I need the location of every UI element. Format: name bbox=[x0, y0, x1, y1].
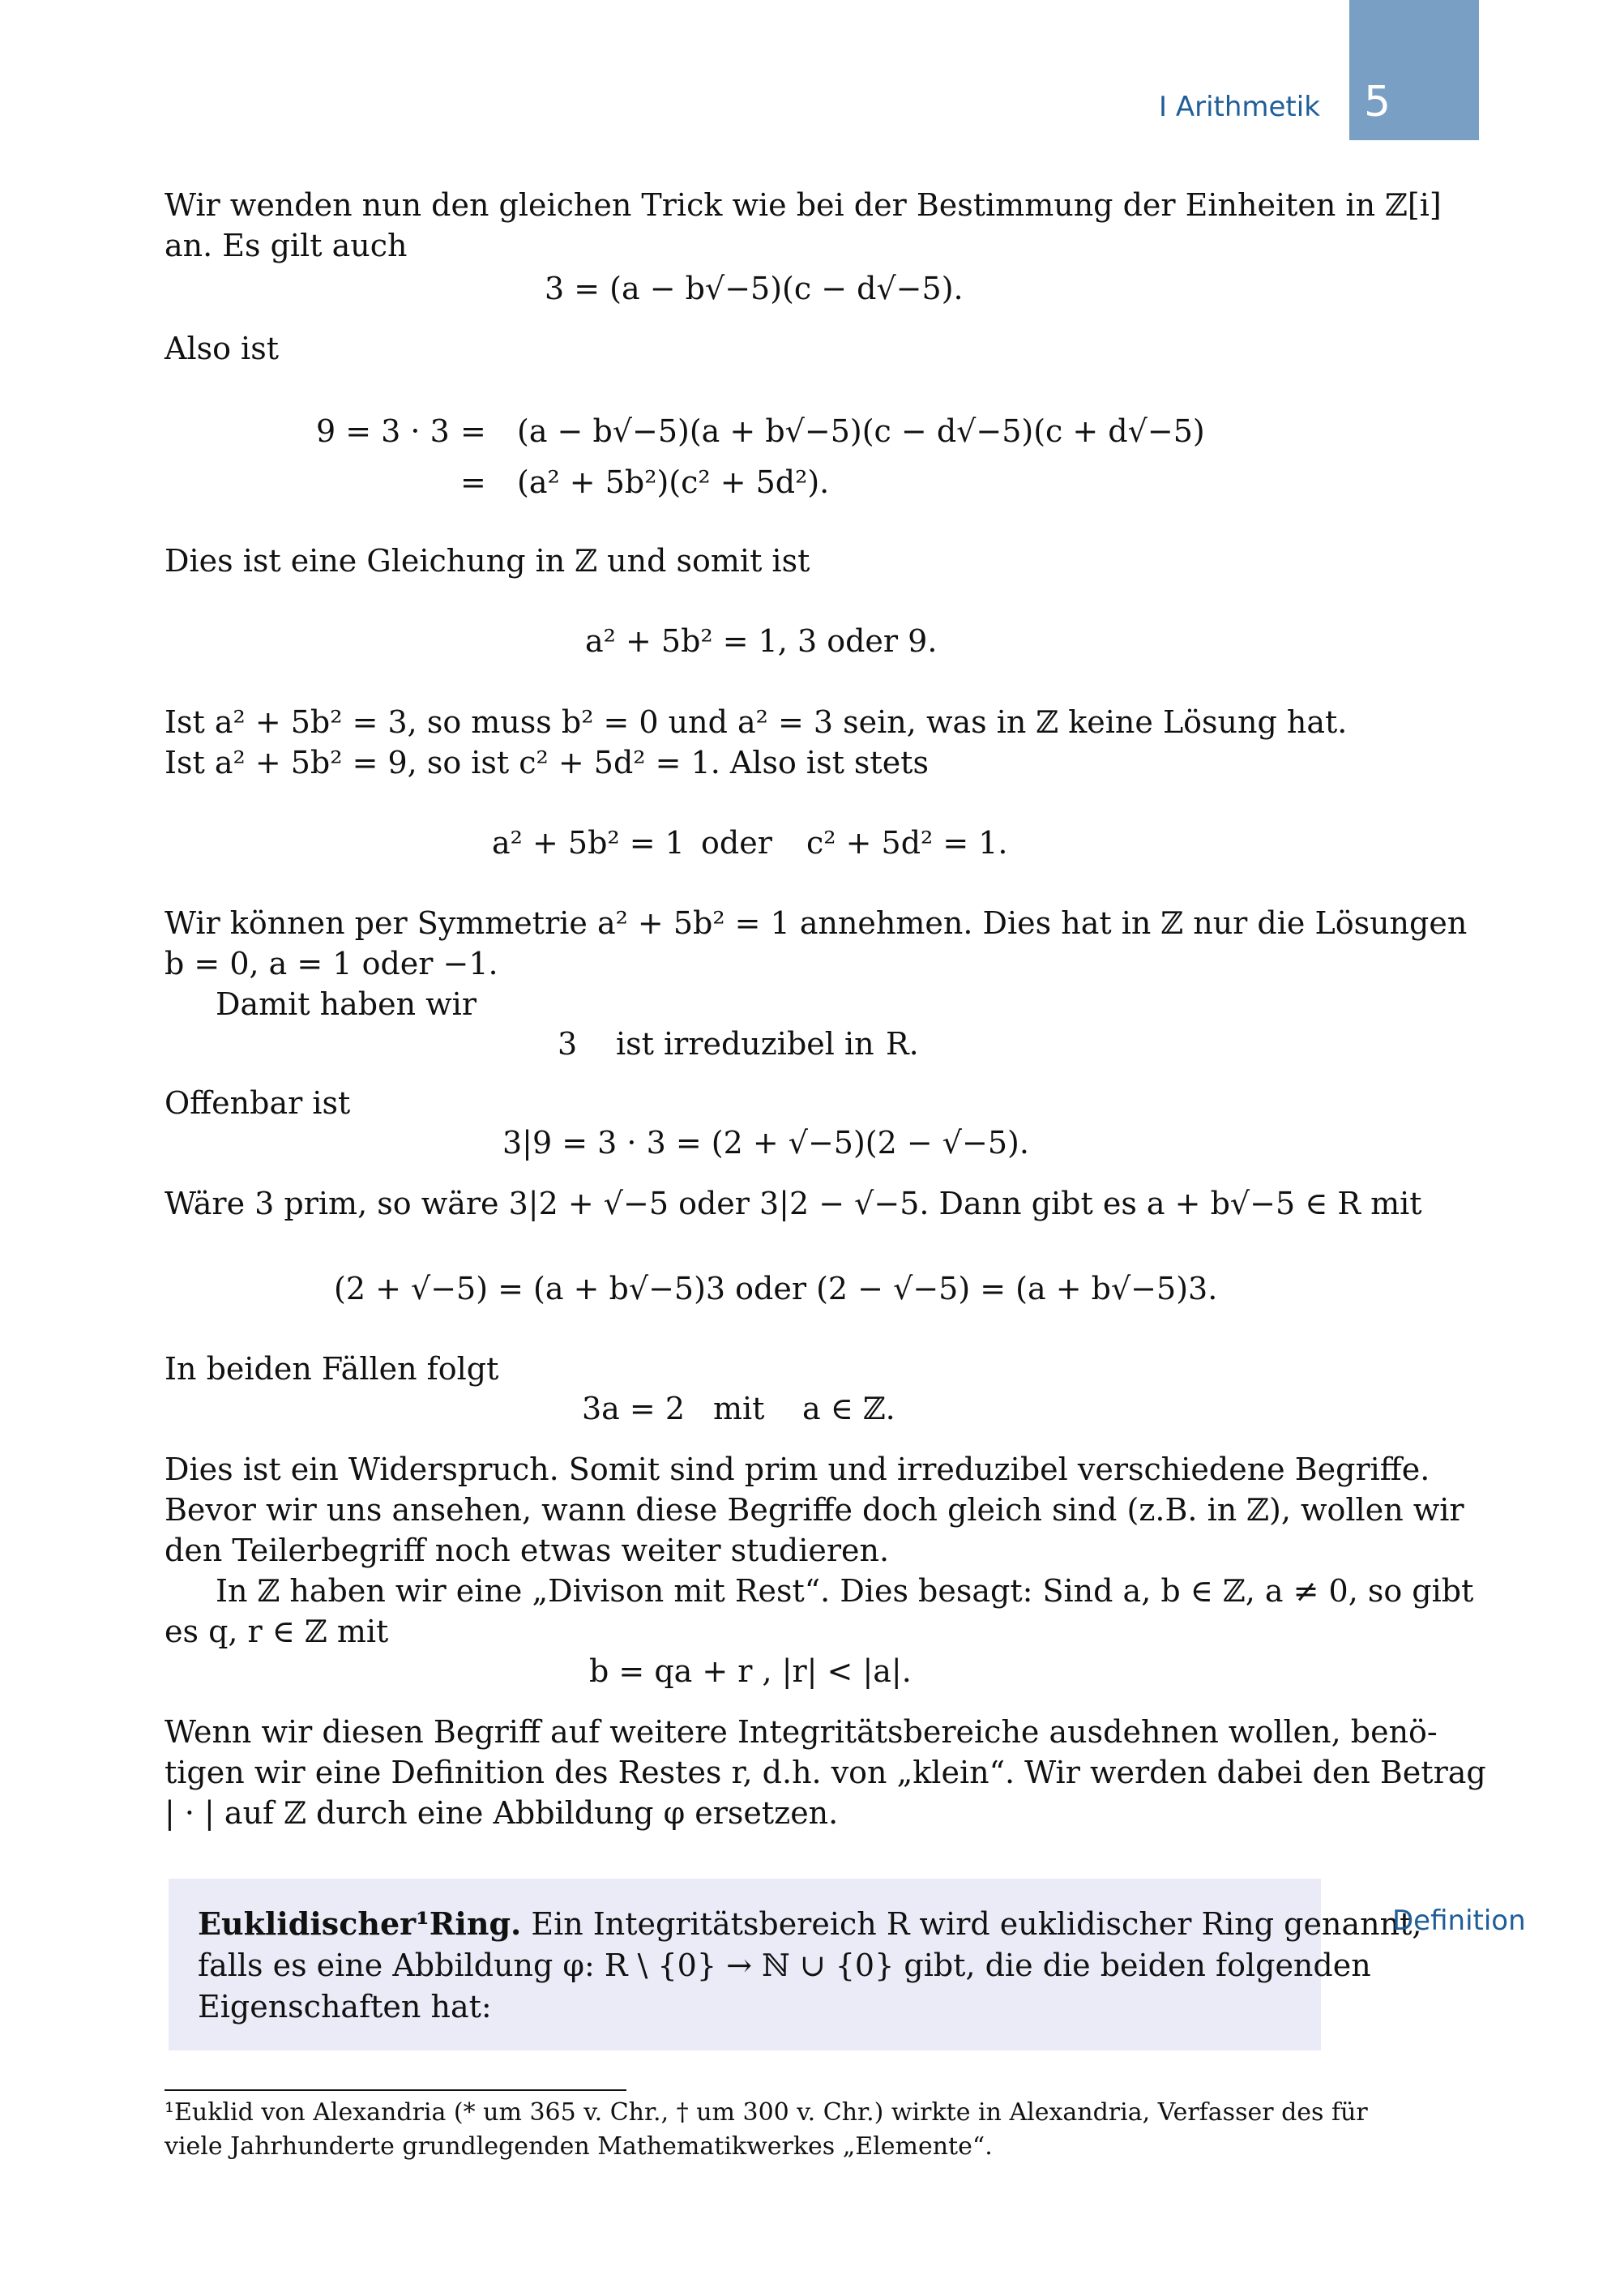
paragraph-6: Offenbar ist bbox=[165, 1085, 351, 1121]
text-line: Wir wenden nun den gleichen Trick wie bei der Bestimmung der Einheiten in ℤ[i] bbox=[165, 187, 1442, 223]
definition-line-2: falls es eine Abbildung φ: R \ {0} → ℕ ∪ {0} gibt, die die beiden folgenden bbox=[198, 1948, 1371, 1983]
text-line: In ℤ haben wir eine „Divison mit Rest“. Dies besagt: Sind a, b ∈ ℤ, a ≠ 0, so gibt bbox=[216, 1573, 1474, 1609]
paragraph-5 bbox=[165, 903, 1468, 1024]
text-line: den Teilerbegriff noch etwas weiter studieren. bbox=[165, 1533, 890, 1568]
equation-2-lhs: 9 = 3 · 3 bbox=[316, 413, 450, 449]
equation-8-mit: mit bbox=[713, 1391, 765, 1426]
paragraph-2: Also ist bbox=[165, 331, 279, 366]
text-line: Wir können per Symmetrie a² + 5b² = 1 annehmen. Dies hat in ℤ nur die Lösungen bbox=[165, 905, 1468, 941]
definition-title: Euklidischer¹Ring. bbox=[198, 1905, 522, 1942]
footnote-rule bbox=[165, 2089, 626, 2091]
text-line: an. Es gilt auch bbox=[165, 228, 408, 263]
definition-line-1: Ein Integritätsbereich R wird euklidischer Ring genannt, bbox=[531, 1906, 1422, 1942]
equation-8-right: a ∈ ℤ. bbox=[802, 1391, 895, 1426]
equation-2-equals-1: = bbox=[460, 413, 486, 449]
text-line: tigen wir eine Definition des Restes r, d.h. von „klein“. Wir werden dabei den Betrag bbox=[165, 1755, 1486, 1790]
equation-5-number: 3 bbox=[558, 1026, 578, 1062]
paragraph-3: Dies ist eine Gleichung in ℤ und somit ist bbox=[165, 543, 810, 579]
text-line: Dies ist ein Widerspruch. Somit sind prim und irreduzibel verschiedene Begriffe. bbox=[165, 1452, 1430, 1487]
equation-10: b = qa + r , |r| < |a|. bbox=[589, 1653, 912, 1689]
text-line: Bevor wir uns ansehen, wann diese Begriffe doch gleich sind (z.B. in ℤ), wollen wir bbox=[165, 1492, 1464, 1528]
equation-6: 3|9 = 3 · 3 = (2 + √−5)(2 − √−5). bbox=[502, 1125, 1029, 1161]
equation-7: (2 + √−5) = (a + b√−5)3 oder (2 − √−5) = (a + b√−5)3. bbox=[334, 1271, 1218, 1306]
text-line: Ist a² + 5b² = 9, so ist c² + 5d² = 1. Also ist stets bbox=[165, 745, 929, 780]
chapter-header: I Arithmetik bbox=[1159, 91, 1320, 123]
equation-5-text: ist irreduzibel in bbox=[616, 1026, 874, 1062]
definition-side-label: Definition bbox=[1392, 1905, 1526, 1937]
equation-8-left: 3a = 2 bbox=[582, 1391, 686, 1426]
page-number-tab bbox=[1349, 0, 1479, 140]
paragraph-7: Wäre 3 prim, so wäre 3|2 + √−5 oder 3|2 − √−5. Dann gibt es a + b√−5 ∈ R mit bbox=[165, 1186, 1422, 1221]
equation-4-right: c² + 5d² = 1. bbox=[806, 825, 1008, 861]
footnote bbox=[165, 2096, 1368, 2164]
text-line: Ist a² + 5b² = 3, so muss b² = 0 und a² = 3 sein, was in ℤ keine Lösung hat. bbox=[165, 704, 1348, 740]
equation-2-equals-2: = bbox=[460, 464, 486, 500]
equation-5-ring: R. bbox=[886, 1026, 919, 1062]
equation-2-rhs-1: (a − b√−5)(a + b√−5)(c − d√−5)(c + d√−5) bbox=[517, 413, 1205, 449]
definition-box bbox=[169, 1879, 1422, 2050]
page-number: 5 bbox=[1364, 78, 1391, 126]
equation-4-or: oder bbox=[701, 825, 772, 861]
equation-1: 3 = (a − b√−5)(c − d√−5). bbox=[545, 271, 964, 306]
paragraph-4 bbox=[165, 702, 1348, 783]
text-line: es q, r ∈ ℤ mit bbox=[165, 1614, 389, 1649]
definition-line-3: Eigenschaften hat: bbox=[198, 1989, 492, 2024]
paragraph-9 bbox=[165, 1449, 1464, 1571]
text-line: | · | auf ℤ durch eine Abbildung φ ersetzen. bbox=[165, 1795, 839, 1831]
paragraph-11 bbox=[165, 1712, 1486, 1833]
equation-3: a² + 5b² = 1, 3 oder 9. bbox=[585, 623, 938, 659]
text-line: Wenn wir diesen Begriff auf weitere Integritätsbereiche ausdehnen wollen, benö- bbox=[165, 1714, 1438, 1750]
paragraph-10 bbox=[165, 1571, 1474, 1652]
text-line: b = 0, a = 1 oder −1. bbox=[165, 946, 498, 981]
paragraph-1 bbox=[165, 185, 1442, 266]
paragraph-8: In beiden Fällen folgt bbox=[165, 1351, 499, 1387]
equation-2-rhs-2: (a² + 5b²)(c² + 5d²). bbox=[517, 464, 830, 500]
footnote-line-2: viele Jahrhunderte grundlegenden Mathematikwerkes „Elemente“. bbox=[165, 2132, 993, 2161]
equation-4-left: a² + 5b² = 1 bbox=[492, 825, 685, 861]
text-line: Damit haben wir bbox=[216, 986, 477, 1022]
footnote-line-1: ¹Euklid von Alexandria (* um 365 v. Chr., † um 300 v. Chr.) wirkte in Alexandria, Verfasser des für bbox=[165, 2098, 1368, 2127]
